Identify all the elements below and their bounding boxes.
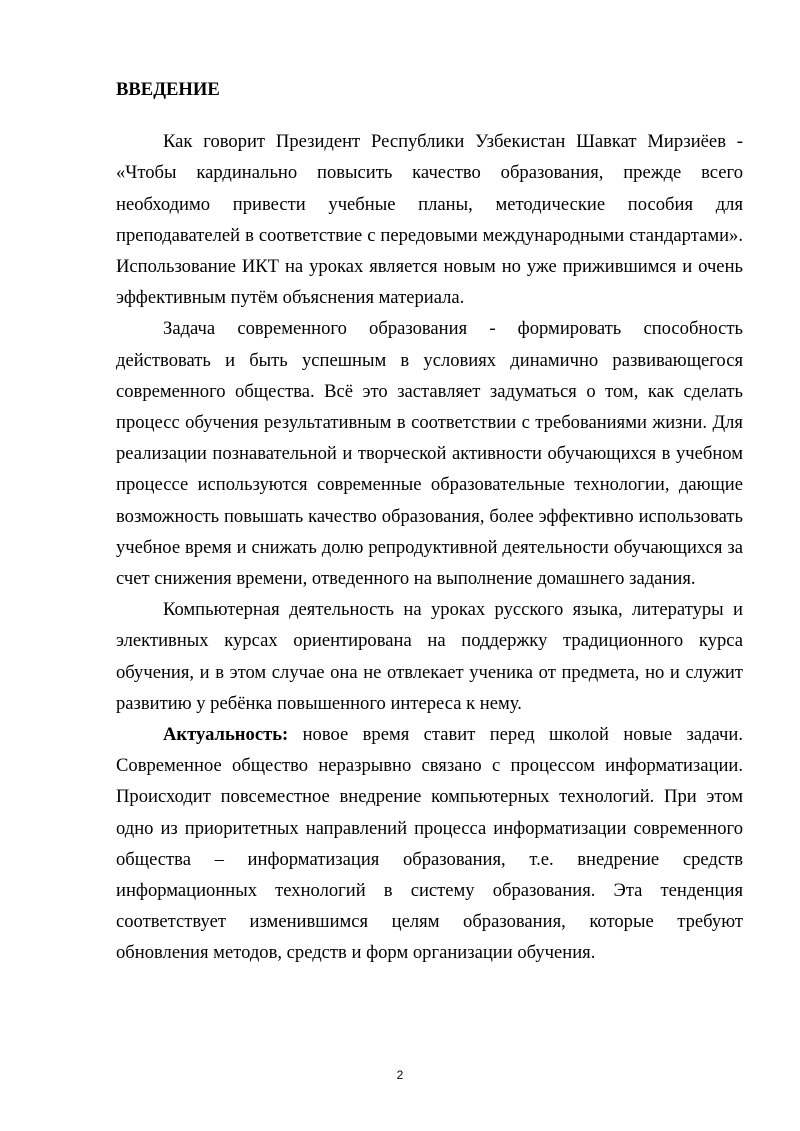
section-heading: ВВЕДЕНИЕ	[116, 79, 220, 100]
paragraph-2-text: Задача современного образования - формировать способность действовать и быть успешным в условиях динамично развивающегося современного общества. Всё это заставляет задуматься о том, как сделать процесс обучения результативным в соответствии с требованиями жизни. Для реализации познавательной и творческой активности обучающихся в учебном процессе используются современные образовательные технологии, дающие возможность повышать качество образования, более эффективно использовать учебное время и снижать долю репродуктивной деятельности обучающихся за счет снижения времени, отведенного на выполнение домашнего задания.	[116, 318, 743, 590]
paragraph-1-text: Как говорит Президент Республики Узбекистан Шавкат Мирзиёев - «Чтобы кардинально повысить качество образования, прежде всего необходимо привести учебные планы, методические пособия для преподавателей в соответствие с передовыми международными стандартами». Использование ИКТ на уроках является новым но уже прижившимся и очень эффективным путём объяснения материала.	[116, 131, 743, 309]
page-number: 2	[396, 1068, 404, 1082]
paragraph-4-lead: Актуальность:	[163, 724, 289, 746]
page-content	[116, 74, 743, 969]
paragraph-4	[116, 719, 743, 969]
paragraph-2	[116, 313, 743, 594]
paragraph-3	[116, 594, 743, 719]
paragraph-4-text: новое время ставит перед школой новые задачи. Современное общество неразрывно связано с процессом информатизации. Происходит повсеместное внедрение компьютерных технологий. При этом одно из приоритетных направлений процесса информатизации современного общества – информатизация образования, т.е. внедрение средств информационных технологий в систему образования. Эта тенденция соответствует изменившимся целям образования, которые требуют обновления методов, средств и форм организации обучения.	[116, 724, 743, 964]
paragraph-1	[116, 126, 743, 313]
paragraph-3-text: Компьютерная деятельность на уроках русского языка, литературы и элективных курсах ориентирована на поддержку традиционного курса обучения, и в этом случае она не отвлекает ученика от предмета, но и служит развитию у ребёнка повышенного интереса к нему.	[116, 599, 743, 714]
